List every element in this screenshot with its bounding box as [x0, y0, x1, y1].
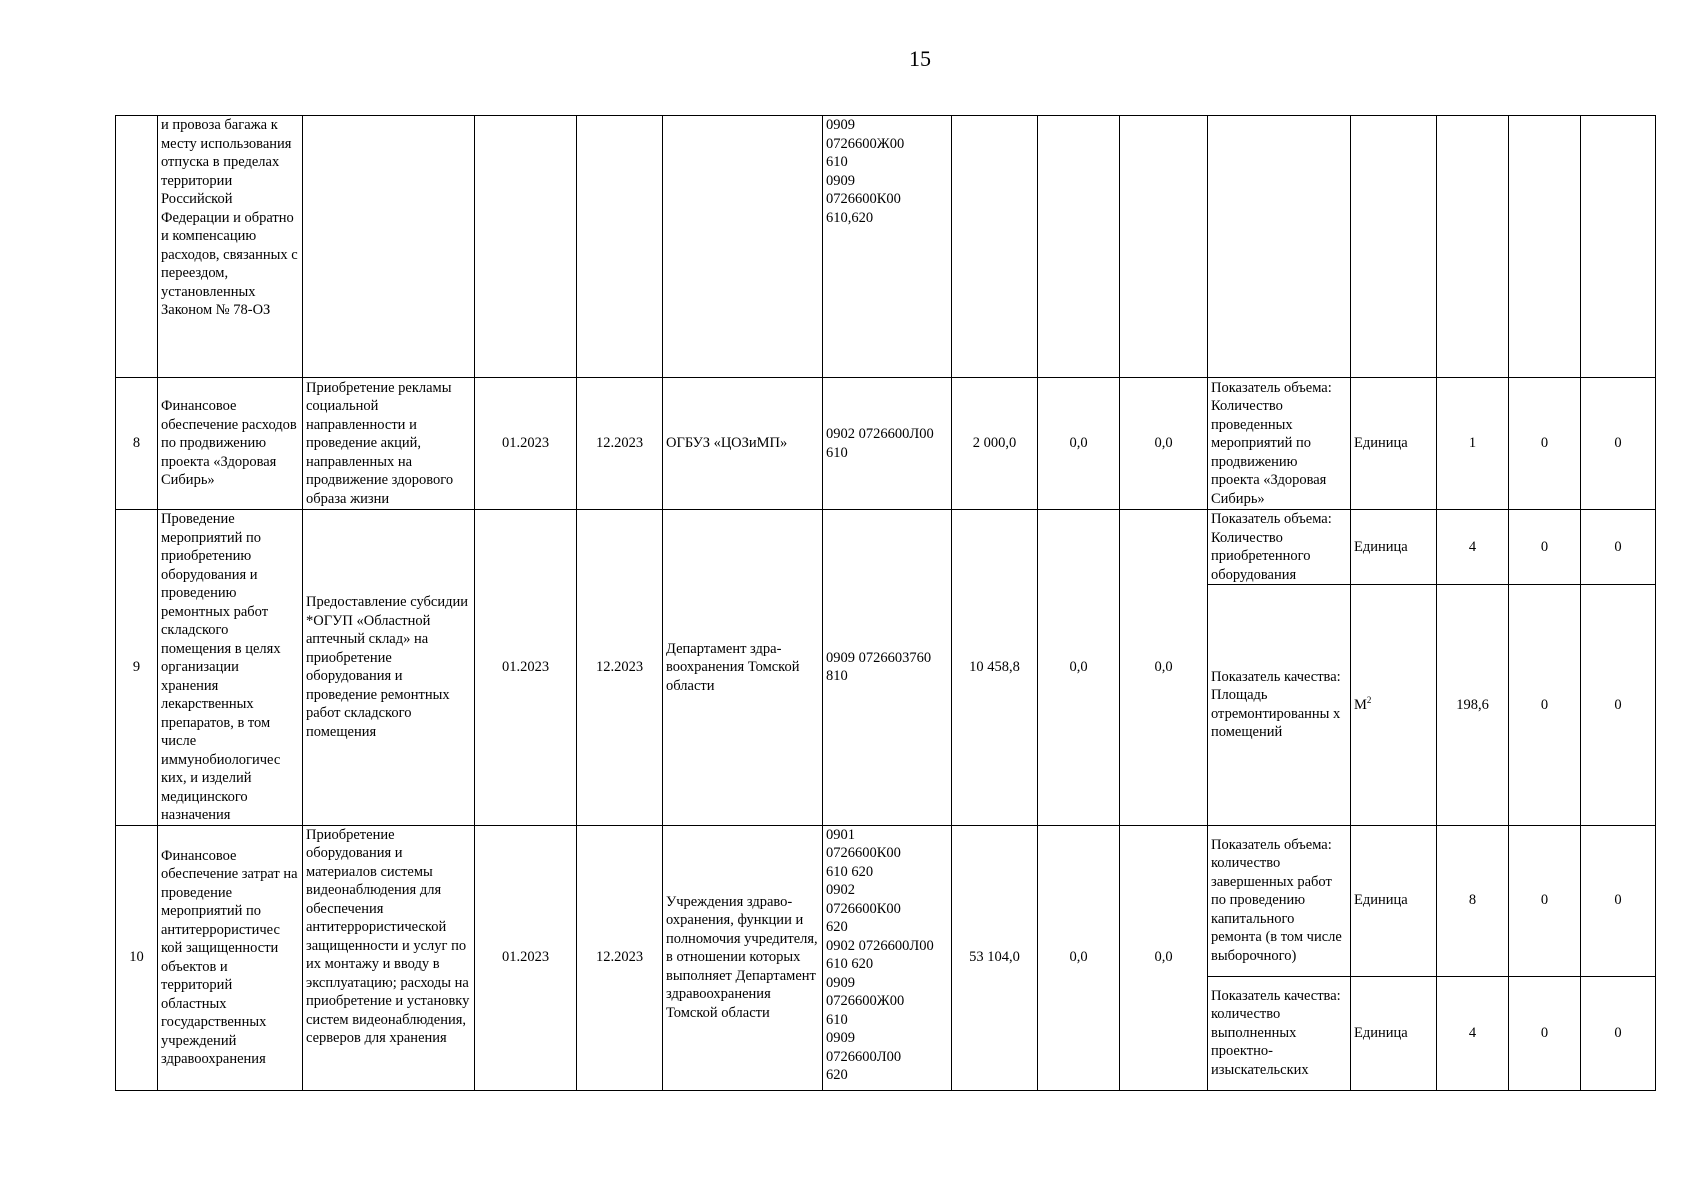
cell-v2: 0 [1509, 825, 1581, 976]
cell-val3 [1120, 116, 1208, 378]
cell-amount: 10 458,8 [952, 510, 1038, 826]
cell-end: 12.2023 [577, 510, 663, 826]
cell-description: Приобретение оборудования и материалов системы видеонаблюдения для обеспечения антитеррористической защищенности и услуг по их монтажу и вводу в эксплуатацию; расходы на приобретение и установку систем видеонаблюдения, серверов для хранения [303, 825, 475, 1090]
cell-num: 10 [116, 825, 158, 1090]
cell-unit: Единица [1351, 378, 1437, 510]
cell-kbk: 0909 0726600Ж00 610 0909 0726600К00 610,620 [823, 116, 952, 378]
table-row-10 [116, 825, 1656, 976]
cell-v3: 0 [1581, 976, 1656, 1090]
cell-num: 8 [116, 378, 158, 510]
table-row-continuation [116, 116, 1656, 378]
cell-v3: 0 [1581, 585, 1656, 825]
cell-amount: 53 104,0 [952, 825, 1038, 1090]
cell-executor: ОГБУЗ «ЦОЗиМП» [663, 378, 823, 510]
cell-description [303, 116, 475, 378]
cell-val3: 0,0 [1120, 510, 1208, 826]
program-activities-table [115, 115, 1656, 1091]
cell-end [577, 116, 663, 378]
cell-unit [1351, 116, 1437, 378]
cell-end: 12.2023 [577, 378, 663, 510]
cell-indicator: Показатель объема: количество завершенных работ по проведению капитального ремонта (в том числе выборочного) [1208, 825, 1351, 976]
cell-kbk: 0901 0726600К00 610 620 0902 0726600К00 620 0902 0726600Л00 610 620 0909 0726600Ж00 610 0909 0726600Л00 620 [823, 825, 952, 1090]
cell-activity: и провоза багажа к месту использования отпуска в пределах территории Российской Федерации и обратно и компенсацию расходов, связанных с переездом, установленных Законом № 78-ОЗ [158, 116, 303, 378]
cell-amount [952, 116, 1038, 378]
cell-val2: 0,0 [1038, 378, 1120, 510]
cell-unit [1351, 585, 1437, 825]
cell-start: 01.2023 [475, 510, 577, 826]
cell-v1: 8 [1437, 825, 1509, 976]
cell-v1: 4 [1437, 976, 1509, 1090]
cell-description: Предоставление субсидии *ОГУП «Областной аптечный склад» на приобретение оборудования и проведение ремонтных работ складского помещения [303, 510, 475, 826]
cell-executor: Департамент здра-воохранения Томской области [663, 510, 823, 826]
cell-kbk: 0909 0726603760 810 [823, 510, 952, 826]
cell-activity: Финансовое обеспечение расходов по продвижению проекта «Здоровая Сибирь» [158, 378, 303, 510]
cell-indicator: Показатель качества: количество выполненных проектно-изыскательских [1208, 976, 1351, 1090]
cell-unit: Единица [1351, 510, 1437, 585]
cell-val3: 0,0 [1120, 825, 1208, 1090]
cell-indicator: Показатель качества: Площадь отремонтированны х помещений [1208, 585, 1351, 825]
cell-v2: 0 [1509, 378, 1581, 510]
cell-end: 12.2023 [577, 825, 663, 1090]
cell-num: 9 [116, 510, 158, 826]
cell-v1: 4 [1437, 510, 1509, 585]
table-row-8 [116, 378, 1656, 510]
cell-num [116, 116, 158, 378]
cell-v3 [1581, 116, 1656, 378]
cell-activity: Проведение мероприятий по приобретению оборудования и проведению ремонтных работ складского помещения в целях организации хранения лекарственных препаратов, в том числе иммунобиологичес ких, и изделий медицинского назначения [158, 510, 303, 826]
cell-val2: 0,0 [1038, 510, 1120, 826]
cell-start: 01.2023 [475, 378, 577, 510]
cell-v3: 0 [1581, 825, 1656, 976]
cell-v1: 198,6 [1437, 585, 1509, 825]
cell-executor [663, 116, 823, 378]
unit-superscript: 2 [1366, 694, 1372, 705]
cell-amount: 2 000,0 [952, 378, 1038, 510]
cell-v2: 0 [1509, 510, 1581, 585]
cell-executor: Учреждения здраво-охранения, функции и полномочия учредителя, в отношении которых выполняет Департамент здравоохранения Томской области [663, 825, 823, 1090]
cell-v2: 0 [1509, 585, 1581, 825]
cell-activity: Финансовое обеспечение затрат на проведение мероприятий по антитеррористичес кой защищенности объектов и территорий областных государственных учреждений здравоохранения [158, 825, 303, 1090]
cell-val3: 0,0 [1120, 378, 1208, 510]
page-number: 15 [909, 46, 931, 71]
cell-v1: 1 [1437, 378, 1509, 510]
cell-start: 01.2023 [475, 825, 577, 1090]
cell-v3: 0 [1581, 378, 1656, 510]
cell-v3: 0 [1581, 510, 1656, 585]
cell-description: Приобретение рекламы социальной направленности и проведение акций, направленных на продвижение здорового образа жизни [303, 378, 475, 510]
cell-kbk: 0902 0726600Л00 610 [823, 378, 952, 510]
cell-v2 [1509, 116, 1581, 378]
cell-v2: 0 [1509, 976, 1581, 1090]
cell-indicator [1208, 116, 1351, 378]
cell-start [475, 116, 577, 378]
table-row-9 [116, 510, 1656, 585]
cell-unit: Единица [1351, 825, 1437, 976]
cell-indicator: Показатель объема: Количество приобретенного оборудования [1208, 510, 1351, 585]
cell-val2: 0,0 [1038, 825, 1120, 1090]
cell-v1 [1437, 116, 1509, 378]
cell-indicator: Показатель объема: Количество проведенных мероприятий по продвижению проекта «Здоровая Сибирь» [1208, 378, 1351, 510]
cell-unit: Единица [1351, 976, 1437, 1090]
unit-text: М [1354, 696, 1367, 713]
cell-val2 [1038, 116, 1120, 378]
